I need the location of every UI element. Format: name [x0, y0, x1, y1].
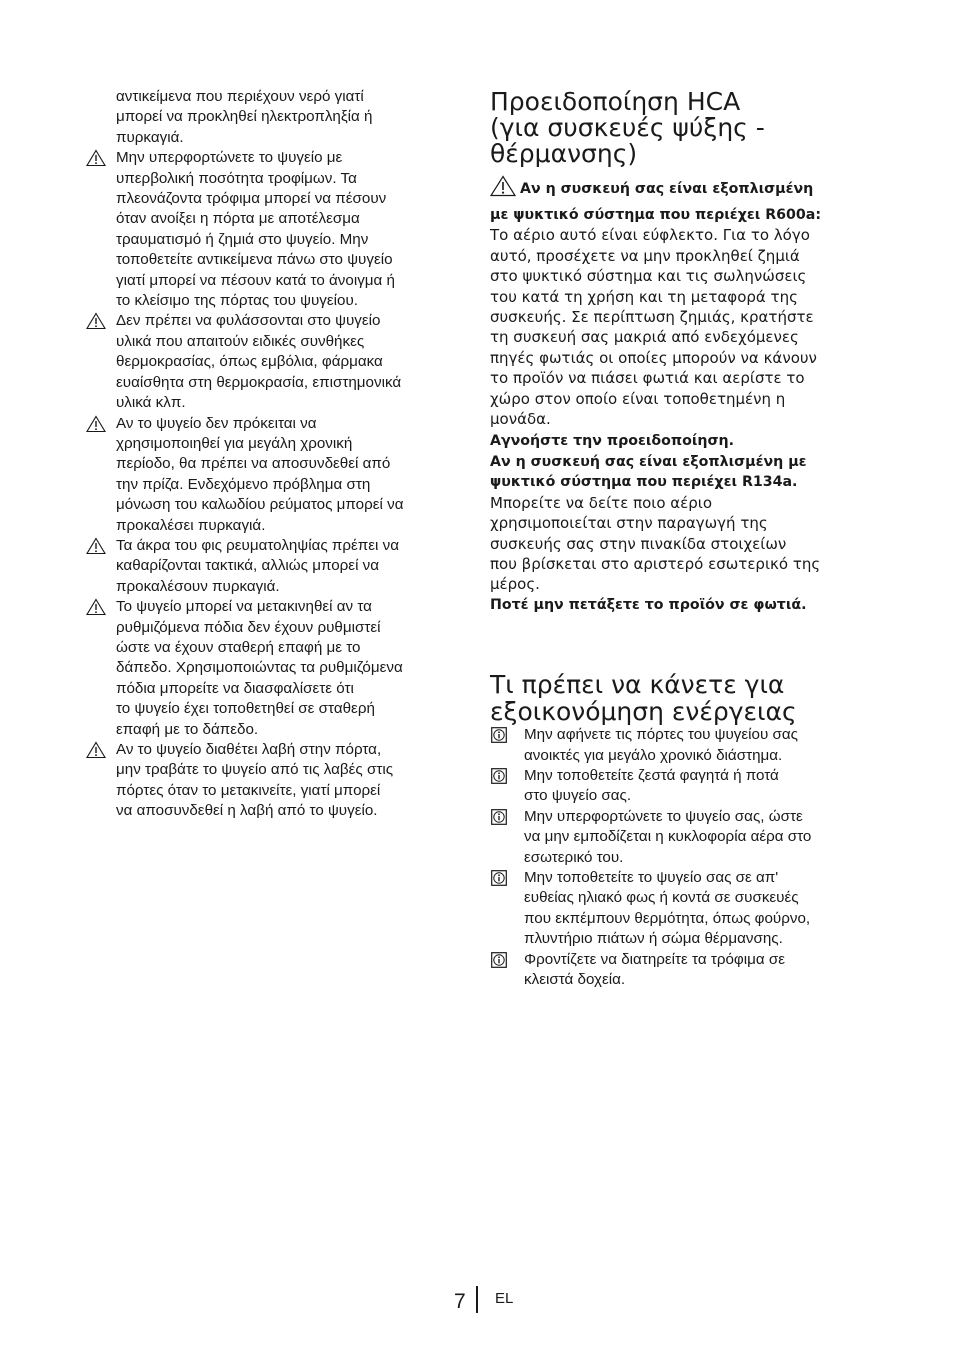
r600a-heading: με ψυκτικό σύστημα που περιέχει R600a: — [490, 207, 822, 223]
info-icon — [491, 727, 507, 743]
right-column — [490, 89, 875, 990]
r134a-heading: Αγνοήστε την προειδοποίηση. Αν η συσκευή σας είναι εξοπλισμένη με ψυκτικό σύστημα που περιέχει R134a. — [490, 433, 807, 491]
warning-item: Τα άκρα του φις ρευματοληψίας πρέπει να καθαρίζονται τακτικά, αλλιώς μπορεί να προκαλέσουν πυρκαγιά. — [86, 536, 461, 597]
energy-tip-item: Μην αφήνετε τις πόρτες του ψυγείου σας ανοικτές για μεγάλο χρονικό διάστημα. — [490, 725, 875, 766]
warning-triangle-icon — [490, 175, 516, 197]
warning-triangle-icon — [86, 741, 106, 759]
info-icon — [491, 952, 507, 968]
hca-warning-heading: Προειδοποίηση HCA (για συσκευές ψύξης - θέρμανσης) — [490, 87, 765, 168]
warning-item: Αν το ψυγείο διαθέτει λαβή στην πόρτα, μην τραβάτε το ψυγείο από τις λαβές στις πόρτες όταν το μετακινείτε, γιατί μπορεί να αποσυνδεθεί η λαβή από το ψυγείο. — [86, 740, 461, 822]
info-icon — [491, 768, 507, 784]
info-icon — [491, 809, 507, 825]
warning-triangle-icon — [86, 598, 106, 616]
footer-divider — [476, 1286, 478, 1313]
warning-item: Δεν πρέπει να φυλάσσονται στο ψυγείο υλικά που απαιτούν ειδικές συνθήκες θερμοκρασίας, όπως εμβόλια, φάρμακα ευαίσθητα στη θερμοκρασία, επιστημονικά υλικά κλπ. — [86, 311, 461, 413]
page-number: 7 — [454, 1290, 466, 1313]
energy-saving-heading: Τι πρέπει να κάνετε για εξοικονόμηση ενέργειας — [490, 670, 797, 727]
left-column — [86, 87, 461, 822]
energy-tip-item: Μην υπερφορτώνετε το ψυγείο σας, ώστε να μην εμποδίζεται η κυκλοφορία αέρα στο εσωτερικό του. — [490, 807, 875, 868]
warning-triangle-icon — [86, 312, 106, 330]
warning-triangle-icon — [86, 149, 106, 167]
hca-warning-lead: Αν η συσκευή σας είναι εξοπλισμένη — [490, 179, 875, 199]
warning-item: Το ψυγείο μπορεί να μετακινηθεί αν τα ρυθμιζόμενα πόδια δεν έχουν ρυθμιστεί ώστε να έχουν σταθερή επαφή με το δάπεδο. Χρησιμοποιώντας τα ρυθμιζόμενα πόδια μπορείτε να διασφαλίσετε ότι το ψυγείο έχει τοποθετηθεί σε σταθερή επαφή με το δάπεδο. — [86, 597, 461, 740]
continued-paragraph: αντικείμενα που περιέχουν νερό γιατί μπορεί να προκληθεί ηλεκτροπληξία ή πυρκαγιά. — [116, 88, 373, 146]
energy-tip-item: Φροντίζετε να διατηρείτε τα τρόφιμα σε κλειστά δοχεία. — [490, 950, 875, 991]
warning-item: Αν το ψυγείο δεν πρόκειται να χρησιμοποιηθεί για μεγάλη χρονική περίοδο, θα πρέπει να αποσυνδεθεί από την πρίζα. Ενδεχόμενο πρόβλημα στη μόνωση του καλωδίου ρεύματος μπορεί να προκαλέσει πυρκαγιά. — [86, 414, 461, 536]
energy-tip-item: Μην τοποθετείτε το ψυγείο σας σε απ' ευθείας ηλιακό φως ή κοντά σε συσκευές που εκπέμπουν θερμότητα, όπως φούρνο, πλυντήριο πιάτων ή σώμα θέρμανσης. — [490, 868, 875, 950]
warning-triangle-icon — [86, 537, 106, 555]
r600a-paragraph: Το αέριο αυτό είναι εύφλεκτο. Για το λόγο αυτό, προσέχετε να μην προκληθεί ζημιά στο ψυκτικό σύστημα και τις σωληνώσεις του κατά τη χρήση και τη μεταφορά της συσκευής. Σε περίπτωση ζημιάς, κρατήστε τη συσκευή σας μακριά από ενδεχόμενες πηγές φωτιάς οι οποίες μπορούν να κάνουν το προϊόν να πιάσει φωτιά και αερίστε το χώρο στον οποίο είναι τοποθετημένη η μονάδα. — [490, 226, 817, 429]
fire-warning: Ποτέ μην πετάξετε το προϊόν σε φωτιά. — [490, 596, 807, 613]
language-code: EL — [495, 1290, 514, 1307]
energy-tip-item: Μην τοποθετείτε ζεστά φαγητά ή ποτά στο ψυγείο σας. — [490, 766, 875, 807]
page-footer — [0, 1286, 954, 1316]
warning-item: Μην υπερφορτώνετε το ψυγείο με υπερβολική ποσότητα τροφίμων. Τα πλεονάζοντα τρόφιμα μπορεί να πέσουν όταν ανοίξει η πόρτα με αποτέλεσμα τραυματισμό ή ζημιά στο ψυγείο. Μην τοποθετείτε αντικείμενα πάνω στο ψυγείο γιατί μπορεί να πέσουν κατά το άνοιγμα ή το κλείσιμο της πόρτας του ψυγείου. — [86, 148, 461, 311]
warning-triangle-icon — [86, 415, 106, 433]
r134a-paragraph: Μπορείτε να δείτε ποιο αέριο χρησιμοποιείται στην παραγωγή της συσκευής σας στην πινακίδα στοιχείων που βρίσκεται στο αριστερό εσωτερικό της μέρος. — [490, 493, 821, 594]
info-icon — [491, 870, 507, 886]
